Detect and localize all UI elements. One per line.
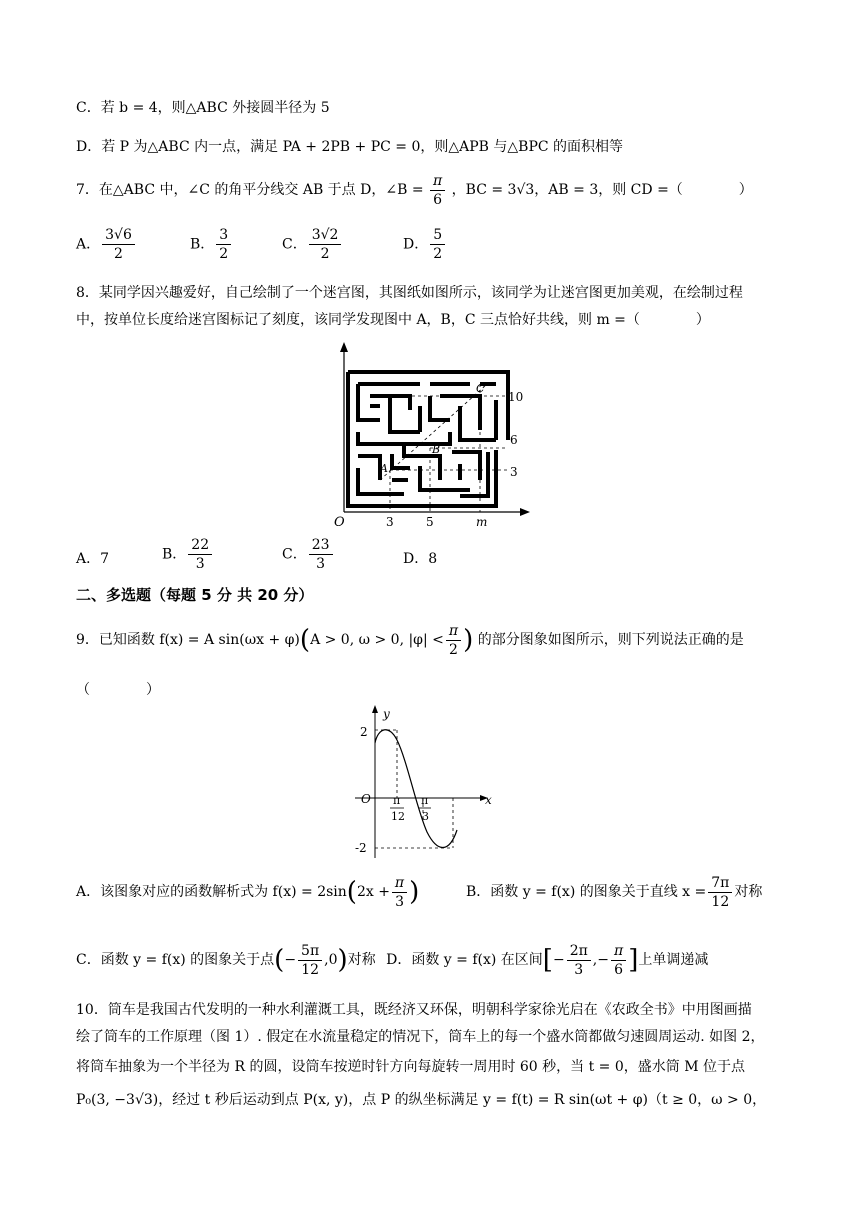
point-a-label: A <box>380 462 388 475</box>
q8-option-d: D．8 <box>403 551 438 567</box>
y-axis-arrow-icon <box>340 342 348 352</box>
x-tick-3: 3 <box>386 515 394 529</box>
q7-option-b <box>190 226 233 263</box>
opt-label: B． <box>190 236 215 253</box>
q9-option-a-inner: 2x + <box>356 884 390 900</box>
q9-option-b-end: 对称 <box>734 884 763 900</box>
frac-num: 5π <box>298 942 322 961</box>
q9-option-b-text: B．函数 y = f(x) 的图象关于直线 x = <box>466 884 707 900</box>
q9-option-d-end: 上单调递减 <box>638 952 709 968</box>
y-axis-arrow-icon <box>372 705 378 713</box>
section-title: 二、多选题（每题 5 分 共 20 分） <box>76 586 314 604</box>
origin-label: O <box>361 792 371 806</box>
frac-den: 3 <box>316 556 326 572</box>
q6-option-d: D．若 P 为△ABC 内一点，满足 PA + 2PB + PC = 0，则△APB 与△BPC 的面积相等 <box>76 139 624 155</box>
q10-line2: 绘了筒车的工作原理（图 1）. 假定在水流量稳定的情况下，筒车上的每一个盛水筒都做匀速圆周运动. 如图 2， <box>76 1029 765 1045</box>
frac-num: 7π <box>708 874 732 893</box>
frac-num: 2π <box>567 942 591 961</box>
frac-den: 3 <box>574 961 584 978</box>
frac-den: 6 <box>614 961 624 978</box>
q9-option-c: C．函数 y = f(x) 的图象关于点 <box>76 952 275 968</box>
x-label: x <box>485 793 492 807</box>
y-tick-2: 2 <box>360 725 368 739</box>
q9-phi-frac <box>446 622 461 659</box>
q7-stem-a: 7．在△ABC 中，∠C 的角平分线交 AB 于点 D，∠B = <box>76 182 424 198</box>
q8-option-a: A．7 <box>76 551 110 567</box>
frac-num: 3 <box>216 226 231 245</box>
point-c-label: C <box>476 382 485 395</box>
frac-den: 2 <box>219 246 229 262</box>
frac-num: π <box>611 942 626 961</box>
q8-option-c <box>282 536 335 573</box>
opt-label: C． <box>282 546 307 563</box>
tick-pi-3-num: π <box>421 794 429 807</box>
frac-num: 3√6 <box>102 226 135 245</box>
q9-stem-a: 9．已知函数 f(x) = A sin(ωx + φ) <box>76 632 300 648</box>
y-tick-3: 3 <box>510 465 518 479</box>
frac-den: 3 <box>395 893 404 910</box>
frac-num: 22 <box>188 536 212 555</box>
q9-row-cd: C．函数 y = f(x) 的图象关于点(− $\frac{5\pi}{12}$ ,0)对称 D．函数 y = f(x) 在区间[− $\frac{2\pi}{3}$ ,− $\frac{\pi}{6}$ ]上单调递减 <box>76 942 709 978</box>
q8-line2: 中，按单位长度给迷宫图标记了刻度，该同学发现图中 A，B，C 三点恰好共线，则 m =（ ） <box>76 312 710 328</box>
tick-pi-3-den: 3 <box>422 810 429 823</box>
frac-num: π <box>430 172 445 191</box>
frac-den: 12 <box>711 893 730 910</box>
opt-label: D． <box>403 236 429 253</box>
q7-stem-b: ，BC = 3√3，AB = 3，则 CD =（ ） <box>451 182 753 198</box>
opt-label: B． <box>162 546 187 563</box>
q7-option-d <box>403 226 447 263</box>
tick-pi-12-den: 12 <box>391 810 405 823</box>
q9-cond: A > 0, ω > 0, |φ| < <box>310 632 444 648</box>
q7-option-a <box>76 226 137 263</box>
frac-num: π <box>446 622 461 641</box>
q7-angle-frac <box>430 172 445 209</box>
frac-num: 23 <box>309 536 333 555</box>
q7-option-c <box>282 226 343 263</box>
frac-num: 3√2 <box>309 226 342 245</box>
q7-stem <box>76 170 753 210</box>
q8-line1: 8．某同学因兴趣爱好，自己绘制了一个迷宫图，其图纸如图所示，该同学为让迷宫图更加美观，在绘制过程 <box>76 285 743 301</box>
q9-stem-b: 的部分图象如图所示，则下列说法正确的是 <box>477 632 744 648</box>
dashed-guides <box>375 730 453 848</box>
frac-num: π <box>392 874 407 893</box>
q9-row-ab: A．该图象对应的函数解析式为 f(x) = 2sin(2x + $\frac{\pi}{3}$ ) <box>76 874 420 910</box>
frac-den: 2 <box>320 246 330 262</box>
q9-stem: 9．已知函数 f(x) = A sin(ωx + φ)(A > 0, ω > 0, |φ| < $\frac{\pi}{2}$ ) 的部分图象如图所示，则下列说法正确的是 <box>76 622 744 658</box>
y-tick-6: 6 <box>510 433 518 447</box>
point-b-label: B <box>432 443 441 456</box>
q10-line1: 10．筒车是我国古代发明的一种水利灌溉工具，既经济又环保，明朝科学家徐光启在《农政全书》中用图画描 <box>76 1002 752 1018</box>
x-tick-m: m <box>476 515 488 529</box>
q10-line3: 将筒车抽象为一个半径为 R 的圆，设筒车按逆时针方向每旋转一周用时 60 秒，当 t = 0，盛水筒 M 位于点 <box>76 1059 746 1075</box>
sine-curve <box>375 730 457 848</box>
sine-graph-figure <box>345 700 505 862</box>
y-tick-neg2: -2 <box>355 841 367 855</box>
q9-option-c-end: 对称 <box>347 952 376 968</box>
q9-option-d: D．函数 y = f(x) 在区间 <box>386 952 543 968</box>
q9-option-b <box>466 870 762 914</box>
y-tick-10: 10 <box>508 390 524 404</box>
q6-option-c: C．若 b = 4，则△ABC 外接圆半径为 5 <box>76 100 330 116</box>
q9-paren: （ ） <box>76 682 160 698</box>
frac-den: 2 <box>433 246 443 262</box>
q8-option-b <box>162 536 214 573</box>
frac-den: 2 <box>114 246 123 262</box>
maze-figure <box>320 340 540 532</box>
frac-den: 2 <box>449 641 458 658</box>
frac-den: 6 <box>433 191 443 208</box>
opt-label: A． <box>76 236 101 253</box>
origin-label: O <box>334 515 345 530</box>
q10-line4: P₀(3, −3√3)，经过 t 秒后运动到点 P(x, y)，点 P 的纵坐标满足 y = f(t) = R sin(ωt + φ)（t ≥ 0，ω > 0， <box>76 1092 767 1108</box>
frac-num: 5 <box>430 226 445 245</box>
x-axis-arrow-icon <box>520 508 530 516</box>
x-tick-5: 5 <box>426 515 434 529</box>
y-label: y <box>383 707 390 721</box>
opt-label: C． <box>282 236 307 253</box>
frac-den: 3 <box>195 556 205 572</box>
q9-option-a: A．该图象对应的函数解析式为 f(x) = 2sin <box>76 884 347 900</box>
tick-pi-12-num: π <box>393 794 401 807</box>
frac-den: 12 <box>301 961 320 978</box>
